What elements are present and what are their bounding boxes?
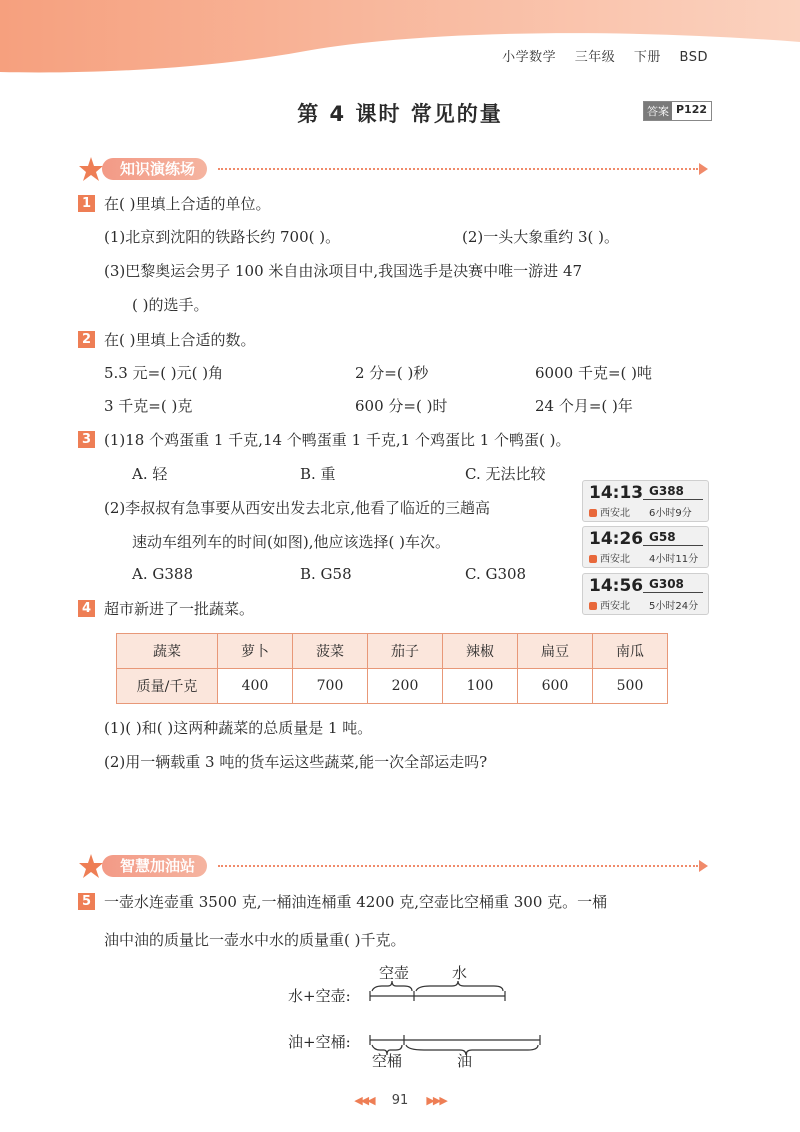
q5-line-1: 一壶水连壶重 3500 克,一桶油连桶重 4200 克,空壶比空桶重 300 克。一桶: [104, 893, 608, 911]
question-number: 3: [78, 431, 95, 448]
q2-item: 24 个月=( )年: [535, 397, 633, 415]
right-arrows-icon: ▶▶▶: [426, 1094, 446, 1107]
table-cell: 菠菜: [293, 634, 368, 669]
q4-part-1: (1)( )和( )这两种蔬菜的总质量是 1 吨。: [104, 719, 373, 737]
q2-item: 600 分=( )时: [355, 397, 448, 415]
segment-row-2: [370, 1035, 540, 1055]
table-cell: 茄子: [368, 634, 443, 669]
table-cell: 南瓜: [593, 634, 668, 669]
table-cell: 400: [218, 669, 293, 704]
q3-option: C. G308: [465, 565, 527, 583]
grade-label: 三年级: [574, 50, 616, 65]
departure-time: 14:56: [589, 576, 644, 596]
table-cell: 扁豆: [518, 634, 593, 669]
question-number: 5: [78, 893, 95, 910]
q5-line-2: 油中油的质量比一壶水中水的质量重( )千克。: [104, 931, 406, 949]
diagram-row-label: 油+空桶:: [288, 1033, 351, 1051]
question-number: 1: [78, 195, 95, 212]
segment-row-1: [370, 981, 505, 1001]
q3-option: C. 无法比较: [465, 465, 546, 483]
q3-option: B. G58: [300, 565, 352, 583]
departure-time: 14:13: [589, 483, 644, 503]
section-title: 知识演练场: [102, 158, 207, 180]
q4-part-2: (2)用一辆载重 3 吨的货车运这些蔬菜,能一次全部运走吗?: [104, 753, 488, 771]
page-number-text: 91: [391, 1093, 409, 1108]
segment-label-oil: 油: [457, 1052, 473, 1070]
table-cell: 200: [368, 669, 443, 704]
q1-part-3-line2: ( )的选手。: [132, 296, 209, 314]
segment-label-empty-bucket: 空桶: [372, 1052, 403, 1070]
lesson-title: 第 4 课时 常见的量: [297, 102, 503, 126]
station-name: 西安北: [600, 601, 630, 612]
segment-label-empty-pot: 空壶: [379, 964, 410, 982]
question-number: 2: [78, 331, 95, 348]
q1-part-3-line1: (3)巴黎奥运会男子 100 米自由泳项目中,我国选手是决赛中唯一游进 47: [104, 262, 583, 280]
q4-stem: 超市新进了一批蔬菜。: [104, 600, 255, 618]
duration: 6小时9分: [649, 508, 692, 519]
q2-stem: 在( )里填上合适的数。: [104, 331, 256, 349]
duration: 5小时24分: [649, 601, 699, 612]
departure-time: 14:26: [589, 529, 644, 549]
q3-option: A. G388: [132, 565, 193, 583]
page-number: [0, 1093, 800, 1108]
volume-label: 下册: [633, 50, 661, 65]
row-header: 质量/千克: [117, 669, 218, 704]
table-cell: 700: [293, 669, 368, 704]
q2-item: 2 分=( )秒: [355, 364, 429, 382]
section-title: 智慧加油站: [102, 855, 207, 877]
table-cell: 500: [593, 669, 668, 704]
q1-part-1: (1)北京到沈阳的铁路长约 700( )。: [104, 228, 341, 246]
subject-label: 小学数学: [502, 50, 557, 65]
diagram-row-label: 水+空壶:: [288, 987, 351, 1005]
duration: 4小时11分: [649, 554, 699, 565]
edition-label: BSD: [679, 50, 708, 65]
question-number: 4: [78, 600, 95, 617]
train-code: G388: [649, 484, 684, 498]
q3-option: B. 重: [300, 465, 336, 483]
q3-part-1: (1)18 个鸡蛋重 1 千克,14 个鸭蛋重 1 千克,1 个鸡蛋比 1 个鸭蛋( )。: [104, 431, 571, 449]
q2-item: 5.3 元=( )元( )角: [104, 364, 224, 382]
q3-part-2-line1: (2)李叔叔有急事要从西安出发去北京,他看了临近的三趟高: [104, 499, 491, 517]
train-code: G308: [649, 577, 684, 591]
q3-option: A. 轻: [132, 465, 168, 483]
table-cell: 100: [443, 669, 518, 704]
answer-label: 答案: [644, 102, 672, 120]
answer-page: P122: [676, 103, 708, 116]
segment-label-water: 水: [452, 964, 468, 982]
left-arrows-icon: ◀◀◀: [354, 1094, 374, 1107]
table-cell: 辣椒: [443, 634, 518, 669]
q2-item: 6000 千克=( )吨: [535, 364, 652, 382]
table-cell: 600: [518, 669, 593, 704]
q3-part-2-line2: 速动车组列车的时间(如图),他应该选择( )车次。: [132, 533, 450, 551]
train-code: G58: [649, 530, 676, 544]
row-header: 蔬菜: [117, 634, 218, 669]
station-name: 西安北: [600, 508, 630, 519]
q1-stem: 在( )里填上合适的单位。: [104, 195, 271, 213]
table-cell: 萝卜: [218, 634, 293, 669]
q1-part-2: (2)一头大象重约 3( )。: [462, 228, 620, 246]
station-name: 西安北: [600, 554, 630, 565]
q2-item: 3 千克=( )克: [104, 397, 193, 415]
